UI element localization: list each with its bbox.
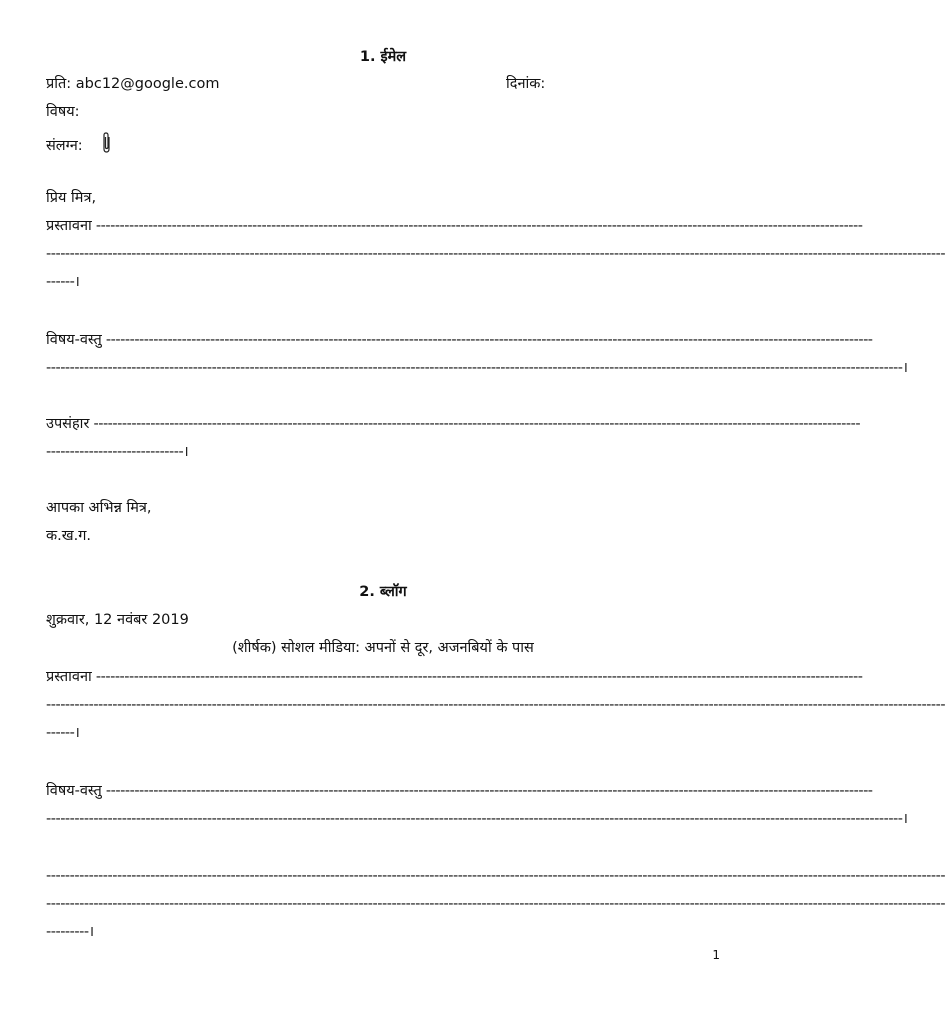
subject-label: विषय: [46,104,80,120]
dash-line-end: -------------------------------------------------------------------------------------------------------------------------------------------------------------------------------------। [46,360,908,376]
blog-title: (शीर्षक) सोशल मीडिया: अपनों से दूर, अजनबियों के पास [232,640,534,656]
blog-body-label: विषय-वस्तु [46,783,102,799]
dash-line-end: -------------------------------------------------------------------------------------------------------------------------------------------------------------------------------------। [46,811,908,827]
dash-line-end: ------। [46,725,80,741]
dash-fill: ------------------------------------------------------------------------------------------------------------------------------------------------------------------ [101,783,873,799]
page-number: 1 [712,948,720,962]
email-body-line [46,330,873,350]
attach-line [46,131,720,157]
email-heading: 1. ईमेल [359,49,407,65]
dash-line: ---------------------------------------------------------------------------------------------------------------------------------------------------------------------------------------------- [46,246,945,262]
email-body-label: विषय-वस्तु [46,332,102,348]
paperclip-icon[interactable] [101,131,113,161]
dash-line-end: ------। [46,274,80,290]
dash-fill: ------------------------------------------------------------------------------------------------------------------------------------------------------------------ [91,669,863,685]
blog-intro-line [46,667,863,687]
email-closing-label: उपसंहार [46,416,90,432]
blog-date: शुक्रवार, 12 नवंबर 2019 [46,612,189,628]
attach-label: संलग्न: [46,138,83,154]
to-line [46,74,720,94]
greeting: प्रिय मित्र, [46,190,97,206]
dash-fill: ------------------------------------------------------------------------------------------------------------------------------------------------------------------ [101,332,873,348]
dash-line: ---------------------------------------------------------------------------------------------------------------------------------------------------------------------------------------------- [46,896,945,912]
dash-fill: ------------------------------------------------------------------------------------------------------------------------------------------------------------------ [89,416,861,432]
dash-fill: ------------------------------------------------------------------------------------------------------------------------------------------------------------------ [91,218,863,234]
blog-heading: 2. ब्लॉग [359,584,407,600]
dash-line: ---------------------------------------------------------------------------------------------------------------------------------------------------------------------------------------------- [46,697,945,713]
signature: क.ख.ग. [46,528,91,544]
blog-body-line [46,781,873,801]
email-intro-label: प्रस्तावना [46,218,92,234]
signoff: आपका अभिन्न मित्र, [46,500,152,516]
dash-line-end: ---------। [46,924,94,940]
blog-intro-label: प्रस्तावना [46,669,92,685]
email-closing-line [46,414,861,434]
email-intro-line [46,216,863,236]
date-label: दिनांक: [506,76,546,92]
dash-line: ---------------------------------------------------------------------------------------------------------------------------------------------------------------------------------------------- [46,868,945,884]
to-label: प्रति: abc12@google.com [46,76,220,92]
dash-line-end: -----------------------------। [46,444,189,460]
